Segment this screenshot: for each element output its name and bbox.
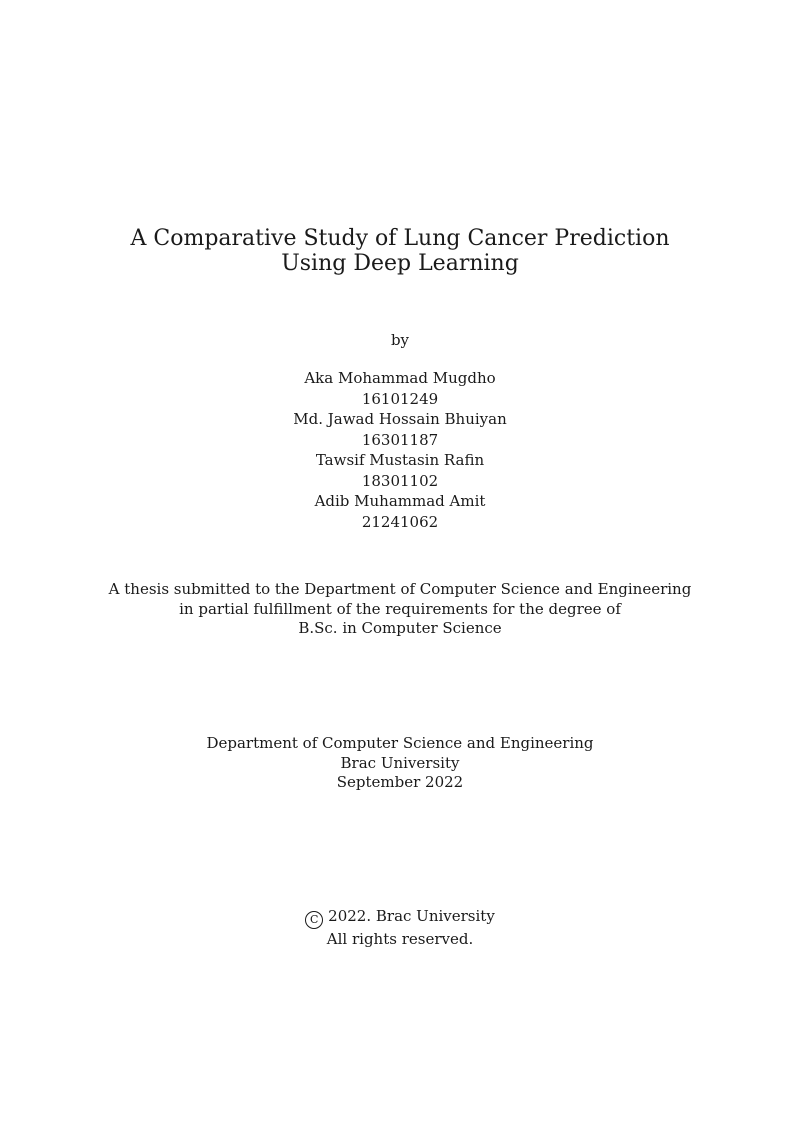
rights-reserved: All rights reserved. <box>326 930 474 948</box>
author-id: 16301187 <box>361 430 439 449</box>
thesis-statement <box>0 580 800 639</box>
copyright-icon: C <box>305 911 323 929</box>
author-name: Tawsif Mustasin Rafin <box>315 451 485 469</box>
submission-date: September 2022 <box>336 773 464 791</box>
author-list <box>0 368 800 532</box>
author-name: Adib Muhammad Amit <box>314 492 486 510</box>
thesis-statement-line: in partial fulfillment of the requirements for the degree of <box>179 599 621 618</box>
copyright-line <box>0 906 800 929</box>
author-id: 21241062 <box>361 512 439 531</box>
thesis-statement-line: A thesis submitted to the Department of Computer Science and Engineering <box>108 580 692 598</box>
author-id: 18301102 <box>361 471 439 490</box>
department-name: Department of Computer Science and Engineering <box>206 734 594 752</box>
author-id: 16101249 <box>361 389 439 408</box>
university-name: Brac University <box>340 753 460 772</box>
copyright-block <box>0 906 800 949</box>
author-name: Aka Mohammad Mugdho <box>304 369 496 387</box>
thesis-title: A Comparative Study of Lung Cancer Prediction Using Deep Learning <box>130 226 670 276</box>
institution-block <box>0 734 800 793</box>
copyright-text: 2022. Brac University <box>328 907 495 925</box>
degree-name: B.Sc. in Computer Science <box>298 619 502 637</box>
by-label: by <box>390 331 410 349</box>
author-name: Md. Jawad Hossain Bhuiyan <box>293 410 507 428</box>
